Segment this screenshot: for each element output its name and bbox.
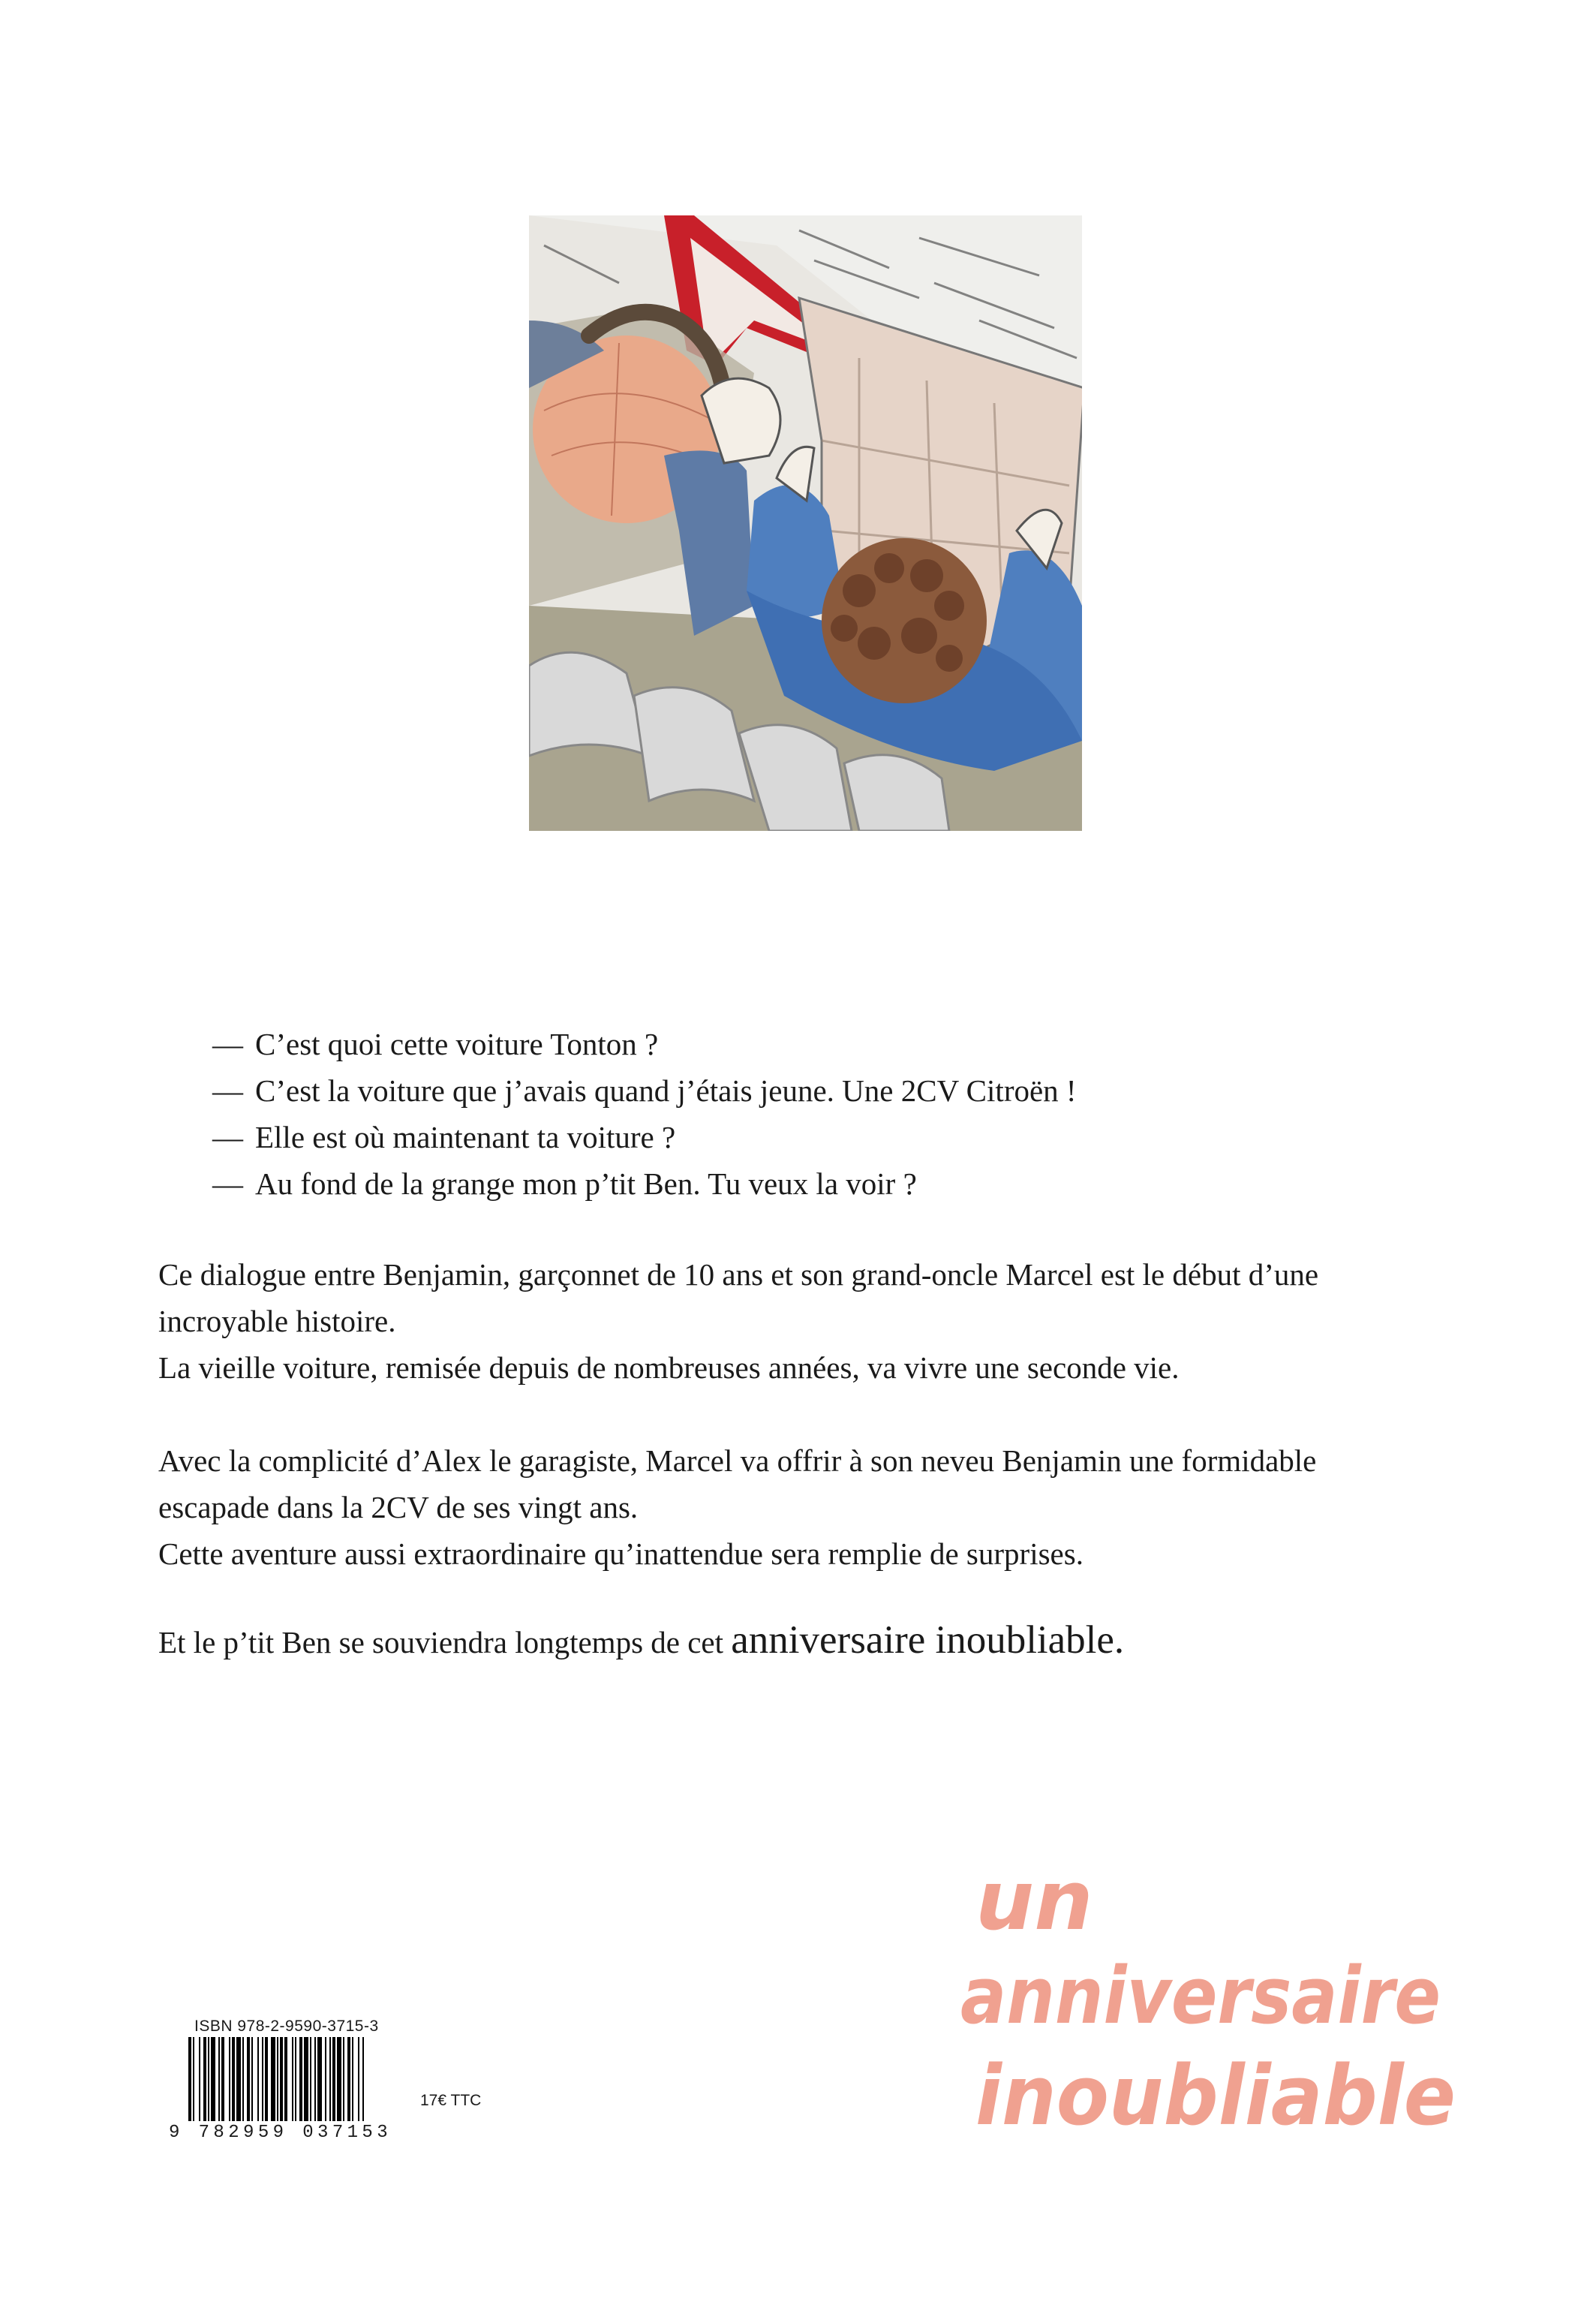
synopsis-paragraph-1	[158, 1251, 1479, 1391]
watercolor-car-interior-image	[529, 215, 1082, 831]
ean-digits: 9 782959 037153	[169, 2123, 392, 2143]
paragraph-line: Ce dialogue entre Benjamin, garçonnet de 10 ans et son grand-oncle Marcel est le début d’une	[158, 1257, 1319, 1292]
dialogue-dash: —	[212, 1073, 243, 1108]
paragraph-line: incroyable histoire.	[158, 1304, 396, 1338]
dialogue-line	[212, 1021, 1077, 1067]
dialogue-dash: —	[212, 1166, 243, 1201]
paragraph-line: Cette aventure aussi extraordinaire qu’inattendue sera remplie de surprises.	[158, 1536, 1084, 1571]
dialogue-text: Elle est où maintenant ta voiture ?	[255, 1120, 676, 1154]
logo-line-2: anniversaire	[960, 1950, 1441, 2042]
price-label: 17€ TTC	[420, 2092, 482, 2109]
paragraph-line: Avec la complicité d’Alex le garagiste, Marcel va offrir à son neveu Benjamin une formidable	[158, 1443, 1317, 1478]
cover-illustration	[529, 215, 1082, 831]
dialogue-list	[212, 1021, 1077, 1207]
dialogue-dash: —	[212, 1120, 243, 1154]
synopsis-paragraph-3	[158, 1617, 1479, 1666]
paragraph-text: Et le p’tit Ben se souviendra longtemps de cet	[158, 1625, 732, 1660]
synopsis-paragraph-2	[158, 1437, 1479, 1577]
isbn-barcode	[169, 2018, 491, 2149]
title-emphasis: anniversaire inoubliable.	[731, 1618, 1125, 1662]
dialogue-text: C’est quoi cette voiture Tonton ?	[255, 1027, 659, 1061]
dialogue-dash: —	[212, 1027, 243, 1061]
dialogue-line	[212, 1160, 1077, 1207]
dialogue-line	[212, 1067, 1077, 1114]
dialogue-line	[212, 1114, 1077, 1160]
barcode-bars-icon	[187, 2037, 412, 2135]
logo-line-3: inoubliable	[975, 2048, 1456, 2144]
dialogue-text: C’est la voiture que j’avais quand j’étais jeune. Une 2CV Citroën !	[255, 1073, 1077, 1108]
paragraph-line: La vieille voiture, remisée depuis de nombreuses années, va vivre une seconde vie.	[158, 1350, 1180, 1385]
logo-line-1: un	[975, 1852, 1093, 1948]
handwritten-title-logo	[953, 1846, 1478, 2147]
dialogue-text: Au fond de la grange mon p’tit Ben. Tu veux la voir ?	[255, 1166, 917, 1201]
paragraph-line: escapade dans la 2CV de ses vingt ans.	[158, 1490, 639, 1524]
isbn-label: ISBN 978-2-9590-3715-3	[194, 2018, 379, 2035]
